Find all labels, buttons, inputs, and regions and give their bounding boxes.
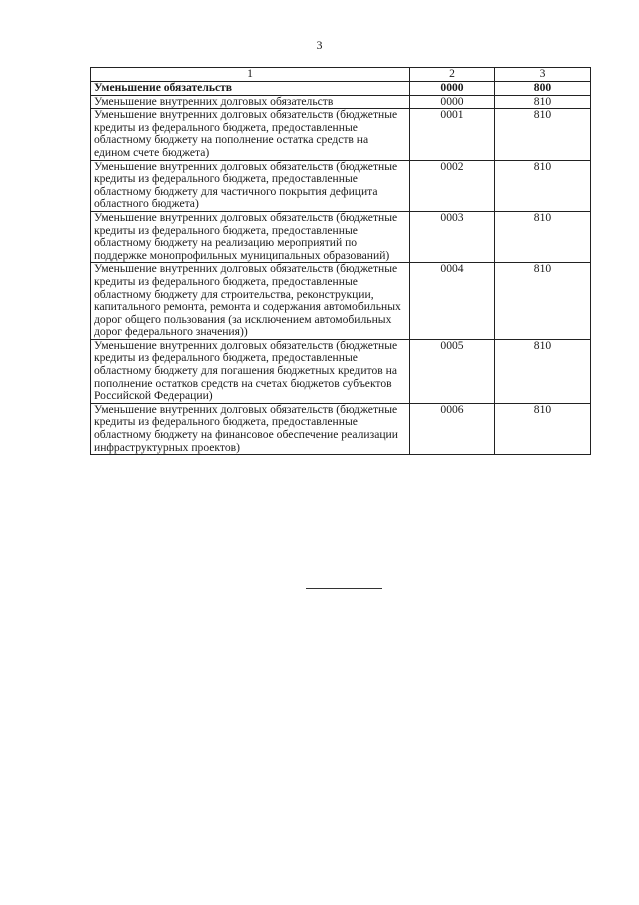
row-code1-cell: 0000 <box>410 95 495 109</box>
column-number-row <box>91 68 591 82</box>
row-code1-cell: 0002 <box>410 160 495 211</box>
row-name-cell: Уменьшение внутренних долговых обязательств (бюджетные кредиты из федерального бюджета, предоставленные областному бюджету для погашения бюджетных кредитов на пополнение остатков средств на счетах бюджетов субъектов Российской Федерации) <box>91 339 410 403</box>
row-code2-cell: 810 <box>495 339 591 403</box>
row-code1-cell: 0004 <box>410 263 495 340</box>
row-code2-cell: 810 <box>495 403 591 454</box>
row-name-cell: Уменьшение внутренних долговых обязательств (бюджетные кредиты из федерального бюджета, предоставленные областному бюджету для строительства, реконструкции, капитального ремонта, ремонта и содержания автомобильных дорог общего пользования (за исключением автомобильных дорог федерального значения)) <box>91 263 410 340</box>
row-name-cell: Уменьшение обязательств <box>91 82 410 96</box>
budget-table <box>90 67 591 455</box>
row-name-cell: Уменьшение внутренних долговых обязательств (бюджетные кредиты из федерального бюджета, предоставленные областному бюджету на финансовое обеспечение реализации инфраструктурных проектов) <box>91 403 410 454</box>
row-code1-cell: 0000 <box>410 82 495 96</box>
column-number-2: 2 <box>410 68 495 82</box>
end-divider-line <box>306 588 382 589</box>
column-number-3: 3 <box>495 68 591 82</box>
column-number-1: 1 <box>91 68 410 82</box>
row-code2-cell: 810 <box>495 211 591 262</box>
row-code1-cell: 0001 <box>410 109 495 160</box>
table-body <box>91 68 591 455</box>
page-number: 3 <box>316 38 323 52</box>
row-code2-cell: 800 <box>495 82 591 96</box>
table-row <box>91 211 591 262</box>
row-code1-cell: 0003 <box>410 211 495 262</box>
row-name-cell: Уменьшение внутренних долговых обязательств (бюджетные кредиты из федерального бюджета, предоставленные областному бюджету на пополнение остатка средств на едином счете бюджета) <box>91 109 410 160</box>
table-row <box>91 160 591 211</box>
table-row <box>91 263 591 340</box>
row-name-cell: Уменьшение внутренних долговых обязательств (бюджетные кредиты из федерального бюджета, предоставленные областному бюджету на реализацию мероприятий по поддержке монопрофильных муниципальных образований) <box>91 211 410 262</box>
row-name-cell: Уменьшение внутренних долговых обязательств (бюджетные кредиты из федерального бюджета, предоставленные областному бюджету для частичного покрытия дефицита областного бюджета) <box>91 160 410 211</box>
table-row <box>91 339 591 403</box>
row-code2-cell: 810 <box>495 160 591 211</box>
row-code2-cell: 810 <box>495 95 591 109</box>
table-row <box>91 403 591 454</box>
row-code1-cell: 0005 <box>410 339 495 403</box>
row-name-cell: Уменьшение внутренних долговых обязательств <box>91 95 410 109</box>
row-code2-cell: 810 <box>495 109 591 160</box>
row-code2-cell: 810 <box>495 263 591 340</box>
table-row <box>91 95 591 109</box>
table-row <box>91 82 591 96</box>
table-row <box>91 109 591 160</box>
row-code1-cell: 0006 <box>410 403 495 454</box>
